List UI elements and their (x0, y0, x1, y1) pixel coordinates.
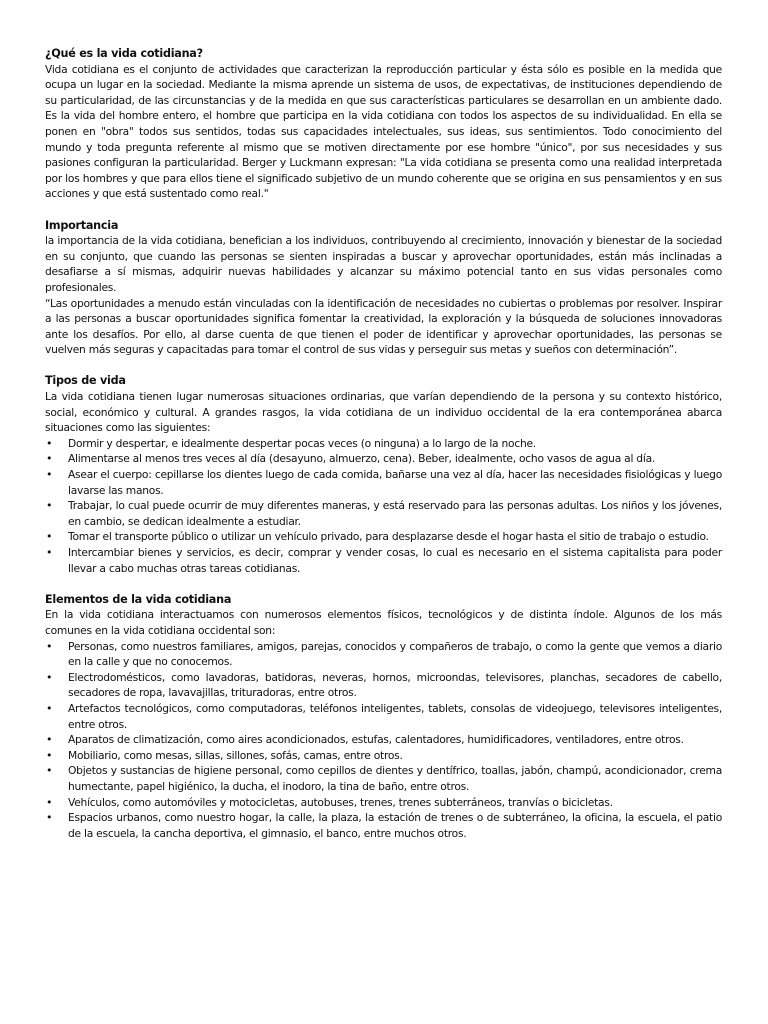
list-item-text: Intercambiar bienes y servicios, es decir, comprar y vender cosas, lo cual es necesario en el sistema capitalista para poder llevar a cabo muchas otras tareas cotidianas. (68, 546, 722, 575)
section-que-es (45, 46, 722, 202)
list-item (45, 732, 722, 748)
list-item (45, 451, 722, 467)
list-item-text: Vehículos, como automóviles y motocicletas, autobuses, trenes, trenes subterráneos, tranvías o bicicletas. (68, 795, 613, 809)
list-item-text: Artefactos tecnológicos, como computadoras, teléfonos inteligentes, tablets, consolas de videojuego, televisores inteligentes, entre otros. (68, 701, 722, 731)
section-paragraph: la importancia de la vida cotidiana, benefician a los individuos, contribuyendo al crecimiento, innovación y bienestar de la sociedad en su conjunto, que cuando las personas se sienten inspiradas a buscar y aprovechar oportunidades, están más inclinadas a desafiarse a sí mismas, adquirir nuevas habilidades y alcanzar su máximo potencial tanto en sus vidas personales como profesionales. (45, 234, 722, 294)
list-item (45, 545, 722, 576)
list-item-text: Electrodomésticos, como lavadoras, batidoras, neveras, hornos, microondas, televisores, planchas, secadores de cabello, secadores de ropa, lavavajillas, trituradoras, entre otros. (68, 670, 722, 700)
section-importancia (45, 218, 722, 358)
list-item (45, 639, 722, 670)
bullet-icon: • (46, 499, 53, 513)
section-paragraph: “Las oportunidades a menudo están vinculadas con la identificación de necesidades no cubiertas o problemas por resolver. Inspirar a las personas a buscar oportunidades significa fomentar la creatividad, la exploración y la búsqueda de soluciones innovadoras ante los desafíos. Por ello, al darse cuenta de que tienen el poder de identificar y aprovechar oportunidades, las personas se vuelven más seguras y capacitadas para tomar el control de sus vidas y perseguir sus metas y sueños con determinación”. (45, 296, 722, 357)
section-paragraph: En la vida cotidiana interactuamos con numerosos elementos físicos, tecnológicos y de distinta índole. Algunos de los más comunes en la vida cotidiana occidental son: (45, 608, 722, 637)
list-item (45, 467, 722, 498)
section-elementos (45, 592, 722, 842)
list-item (45, 670, 722, 701)
section-paragraph: Vida cotidiana es el conjunto de actividades que caracterizan la reproducción particular y ésta sólo es posible en la medida que ocupa un lugar en la sociedad. Mediante la misma aprende un sistema de usos, de expectativas, de instituciones dependiendo de su particularidad, de las circunstancias y de la medida en que sus características particulares se desarrollan en un ambiente dado. Es la vida del hombre entero, el hombre que participa en la vida cotidiana con todos los aspectos de su individualidad. En ella se ponen en "obra" todos sus sentidos, todas sus capacidades intelectuales, sus ideas, sus sentimientos. Todo conocimiento del mundo y toda pregunta referente al mismo que se motiven directamente por ese hombre "único", por sus necesidades y sus pasiones configuran la particularidad. Berger y Luckmann expresan: "La vida cotidiana se presenta como una realidad interpretada por los hombres y que para ellos tiene el significado subjetivo de un mundo coherente que se origina en sus pensamientos y en sus acciones y que está sustentado como real." (45, 62, 722, 201)
list-item-text: Mobiliario, como mesas, sillas, sillones, sofás, camas, entre otros. (68, 748, 403, 762)
list-item-text: Trabajar, lo cual puede ocurrir de muy diferentes maneras, y está reservado para las personas adultas. Los niños y los jóvenes, en cambio, se dedican idealmente a estudiar. (68, 499, 722, 528)
list-item-text: Alimentarse al menos tres veces al día (desayuno, almuerzo, cena). Beber, idealmente, ocho vasos de agua al día. (68, 452, 656, 466)
list-item (45, 436, 722, 452)
list-item (45, 810, 722, 841)
bullet-list (45, 639, 722, 842)
list-item-text: Asear el cuerpo: cepillarse los dientes luego de cada comida, bañarse una vez al día, hacer las necesidades fisiológicas y luego lavarse las manos. (68, 468, 722, 497)
bullet-list (45, 436, 722, 576)
bullet-icon: • (46, 764, 53, 778)
list-item (45, 795, 722, 811)
list-item (45, 498, 722, 529)
list-item-text: Aparatos de climatización, como aires acondicionados, estufas, calentadores, humidificadores, ventiladores, entre otros. (68, 733, 684, 747)
bullet-icon: • (46, 795, 53, 809)
bullet-icon: • (46, 748, 53, 762)
bullet-icon: • (46, 468, 53, 482)
list-item-text: Objetos y sustancias de higiene personal, como cepillos de dientes y dentífrico, toallas, jabón, champú, acondicionador, crema humectante, papel higiénico, la ducha, el inodoro, la tina de baño, entre otros. (68, 764, 722, 793)
bullet-icon: • (46, 701, 53, 715)
list-item-text: Espacios urbanos, como nuestro hogar, la calle, la plaza, la estación de trenes o de subterráneo, la oficina, la escuela, el patio de la escuela, la cancha deportiva, el gimnasio, el banco, entre muchos otros. (68, 811, 722, 840)
section-heading: ¿Qué es la vida cotidiana? (45, 47, 203, 60)
section-heading: Tipos de vida (45, 374, 126, 388)
bullet-icon: • (46, 546, 53, 559)
bullet-icon: • (46, 811, 53, 825)
list-item-text: Personas, como nuestros familiares, amigos, parejas, conocidos y compañeros de trabajo, o como la gente que vemos a diario en la calle y que no conocemos. (68, 639, 722, 669)
section-heading: Elementos de la vida cotidiana (45, 592, 232, 606)
bullet-icon: • (46, 530, 53, 544)
list-item (45, 529, 722, 545)
section-heading: Importancia (45, 218, 119, 232)
list-item (45, 748, 722, 764)
section-tipos-de-vida (45, 373, 722, 576)
list-item (45, 763, 722, 794)
document-page (45, 46, 722, 857)
bullet-icon: • (46, 436, 53, 450)
bullet-icon: • (46, 670, 53, 684)
list-item-text: Tomar el transporte público o utilizar un vehículo privado, para desplazarse desde el hogar hasta el sitio de trabajo o estudio. (68, 530, 709, 544)
section-paragraph: La vida cotidiana tienen lugar numerosas situaciones ordinarias, que varían dependiendo de la persona y su contexto histórico, social, económico y cultural. A grandes rasgos, la vida cotidiana de un individuo occidental de la era contemporánea abarca situaciones como las siguientes: (45, 390, 722, 435)
list-item-text: Dormir y despertar, e idealmente despertar pocas veces (o ninguna) a lo largo de la noche. (68, 436, 536, 450)
list-item (45, 701, 722, 732)
bullet-icon: • (46, 639, 53, 653)
bullet-icon: • (46, 733, 53, 747)
bullet-icon: • (46, 452, 53, 466)
